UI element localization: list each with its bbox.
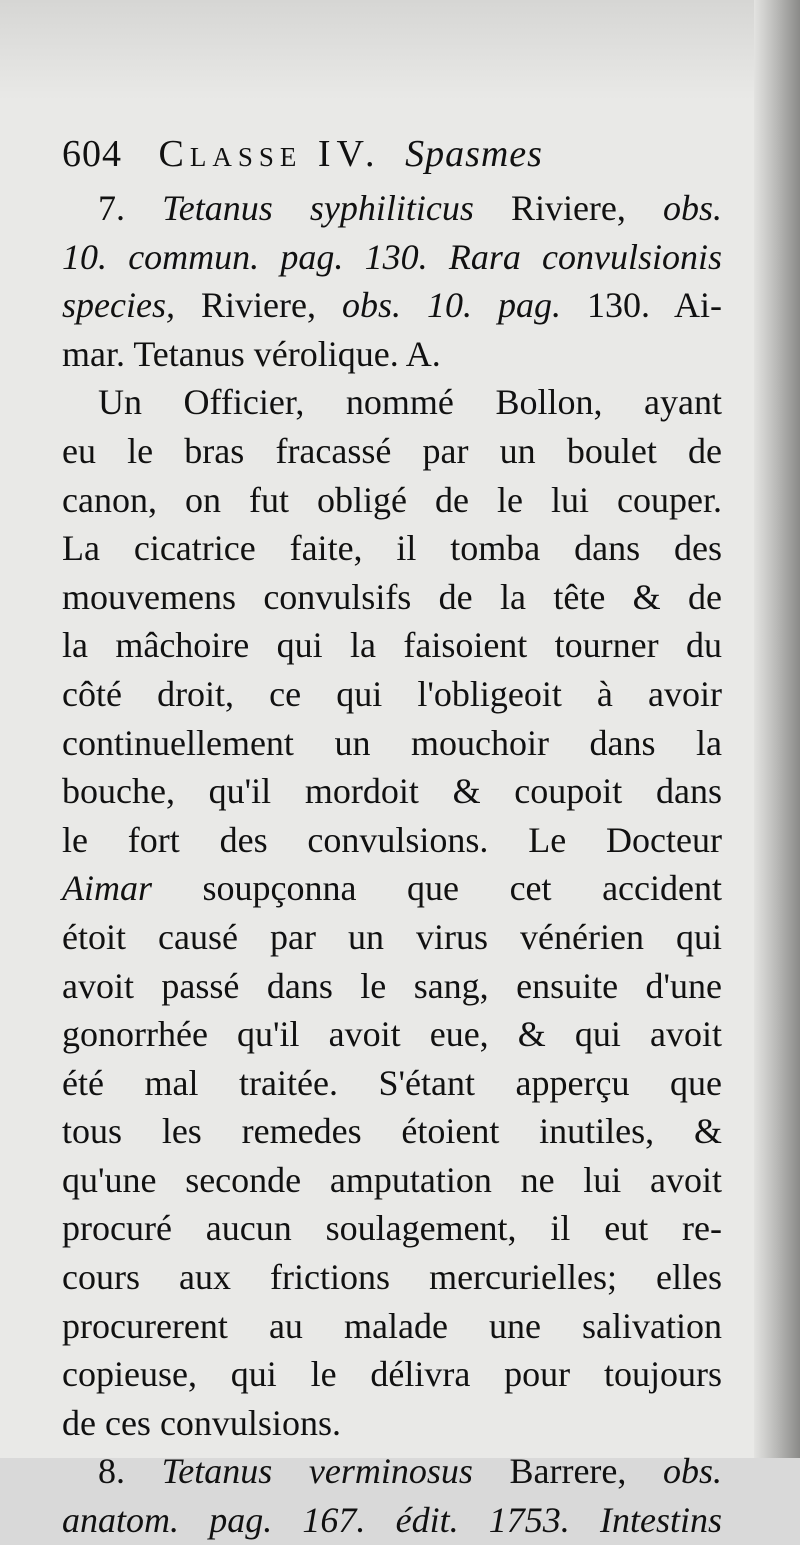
body-line: qu'une seconde amputation ne lui avoit	[62, 1159, 722, 1200]
entry-8-line-2: anatom. pag. 167. édit. 1753. Intestins	[62, 1500, 722, 1541]
body-line: été mal traitée. S'étant apperçu que	[62, 1062, 722, 1103]
body-line: cours aux frictions mercurielles; elles	[62, 1257, 722, 1298]
entry-7-line-2: 10. commun. pag. 130. Rara convulsionis	[62, 236, 723, 277]
page-shading	[0, 0, 800, 100]
page-gutter	[754, 0, 800, 1458]
body-line: de ces convulsions.	[62, 1402, 341, 1443]
body-line: continuellement un mouchoir dans la	[62, 722, 722, 763]
body-line: canon, on fut obligé de le lui couper.	[62, 479, 722, 520]
entry-7-line-4: mar. Tetanus vérolique. A.	[62, 333, 441, 374]
body-line-aimar: Aimar soupçonna que cet accident	[62, 868, 722, 909]
class-label: Classe IV.	[158, 133, 381, 175]
body-line: mouvemens convulsifs de la tête & de	[62, 576, 722, 617]
section-title: Spasmes	[405, 133, 543, 175]
body-line: côté droit, ce qui l'obligeoit à avoir	[62, 673, 722, 714]
entry-7-line-3: species, Riviere, obs. 10. pag. 130. Ai-	[62, 285, 723, 326]
body-line: copieuse, qui le délivra pour toujours	[62, 1354, 722, 1395]
body-line: avoit passé dans le sang, ensuite d'une	[62, 965, 722, 1006]
entry-7-line-1: 7. Tetanus syphiliticus Riviere, obs.	[98, 188, 722, 228]
body-line: procuré aucun soulagement, il eut re-	[62, 1208, 722, 1249]
body-line: étoit causé par un virus vénérien qui	[62, 916, 722, 957]
body-line: bouche, qu'il mordoit & coupoit dans	[62, 771, 722, 812]
body-line: eu le bras fracassé par un boulet de	[62, 430, 722, 471]
body-line: La cicatrice faite, il tomba dans des	[62, 528, 722, 569]
body-line: Un Officier, nommé Bollon, ayant	[98, 382, 722, 423]
body-line: procurerent au malade une salivation	[62, 1305, 722, 1346]
body-line: gonorrhée qu'il avoit eue, & qui avoit	[62, 1014, 722, 1055]
entry-8-line-1: 8. Tetanus verminosus Barrere, obs.	[98, 1451, 723, 1492]
text-block	[62, 128, 722, 1545]
page-number: 604	[62, 133, 122, 175]
body-line: la mâchoire qui la faisoient tourner du	[62, 625, 722, 666]
running-head	[62, 128, 722, 180]
body-line: tous les remedes étoient inutiles, &	[62, 1111, 722, 1152]
body-line: le fort des convulsions. Le Docteur	[62, 819, 722, 860]
